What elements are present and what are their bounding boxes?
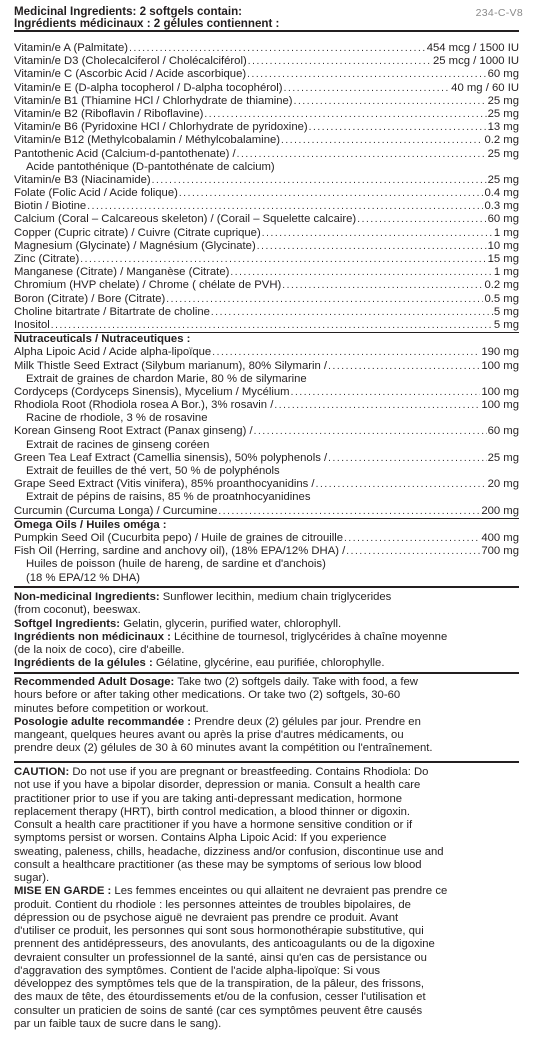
ingredient-amount: 100 mg	[481, 399, 519, 412]
ingredient-amount: 100 mg	[481, 359, 519, 372]
ingredient-row	[14, 346, 519, 359]
dot-leader	[166, 293, 483, 306]
ingredient-name: Extrait de feuilles de thé vert, 50 % de polyphénols	[26, 465, 280, 477]
non-medicinal-en-cont: (from coconut), beeswax.	[14, 604, 141, 617]
ingredient-row	[14, 306, 519, 319]
caution-fr-line: des maux de tête, des étourdissements et/ou de la confusion, cesser l'utilisation et	[14, 991, 426, 1004]
ingredient-row	[14, 134, 519, 147]
section-heading	[14, 333, 519, 346]
dosage-en-3: minutes before competition or workout.	[14, 702, 209, 715]
caution-fr-text: Les femmes enceintes ou qui allaitent ne devraient pas prendre ce	[111, 885, 448, 898]
dot-leader	[254, 425, 487, 438]
ingredient-amount: 0.5 mg	[484, 292, 519, 305]
ingredient-row	[14, 532, 519, 545]
ingredient-amount: 60 mg	[487, 213, 519, 226]
ingredient-row	[14, 240, 519, 253]
ingredient-row	[14, 68, 519, 81]
dot-leader	[357, 213, 486, 226]
dosage-en-text: Take two (2) softgels daily. Take with food, a few	[174, 676, 418, 688]
caution-en-line: sugar).	[14, 872, 50, 884]
ingredient-row	[14, 558, 519, 571]
ingredient-name: Vitamin/e B2 (Riboflavin / Riboflavine)	[14, 107, 204, 120]
caution-fr-label: MISE EN GARDE :	[14, 885, 112, 898]
caution-fr-line: par un faible taux de sucre dans le sang).	[14, 1017, 222, 1030]
caution-fr-line: d'utiliser ce produit, les personnes qui sont sous hormonothérapie substitutive, qui	[14, 925, 424, 937]
caution-fr-line: dépression ou de psychose aiguë ne devraient pas prendre ce produit. Avant	[14, 911, 399, 924]
ingredient-name: Pantothenic Acid (Calcium-d-pantothenate) /	[14, 147, 236, 160]
dot-leader	[328, 360, 480, 373]
caution-en-line: consult a healthcare practitioner (as these may be symptoms of serious low blood	[14, 858, 422, 871]
ingredient-amount: 0.4 mg	[484, 187, 519, 200]
caution-en-line: practitioner prior to use if you are taking anti-depressant medication, hormone	[14, 792, 403, 805]
ingredient-name: Vitamin/e B12 (Methylcobalamin / Méthylcobalamine)	[14, 134, 281, 147]
ingredient-name: Vitamin/e D3 (Cholecalciferol / Cholécalciférol)	[14, 55, 247, 68]
header-line-en: Medicinal Ingredients: 2 softgels contain:	[14, 5, 243, 18]
ingredient-name: Vitamin/e A (Palmitate)	[14, 42, 129, 54]
softgel-ingredients	[14, 618, 519, 631]
caution-en-line: Consult a health care practitioner if you have a hormone sensitive condition or if	[14, 819, 413, 831]
caution-en-line: sweating, paleness, chills, headache, dizziness and/or confusion, discontinue use and	[14, 845, 444, 858]
dot-leader	[179, 187, 484, 200]
ingredient-row	[14, 266, 519, 279]
dosage-en-1	[14, 676, 519, 689]
ingredient-row	[14, 491, 519, 504]
dot-leader	[346, 545, 480, 558]
ingredient-name: Racine de rhodiole, 3 % de rosavine	[26, 412, 208, 425]
ingredient-name: Vitamin/e B3 (Niacinamide)	[14, 173, 151, 186]
caution-fr-line: consulter un praticien de soins de santé (car ces symptômes peuvent être causés	[14, 1004, 423, 1017]
ingredient-amount: 100 mg	[481, 385, 519, 398]
dot-leader	[316, 478, 487, 491]
softgel-label: Softgel Ingredients:	[14, 617, 121, 630]
ingredient-amount: 40 mg / 60 IU	[451, 81, 519, 94]
ingredient-row	[14, 425, 519, 438]
ingredient-amount: 25 mcg / 1000 IU	[432, 55, 519, 68]
dosage-fr-label: Posologie adulte recommandée :	[14, 715, 192, 728]
ingredient-amount: 25 mg	[487, 107, 519, 120]
ingredient-name: Vitamin/e C (Ascorbic Acid / Acide ascorbique)	[14, 68, 247, 81]
ingredient-name: Chromium (HVP chelate) / Chrome ( chélate de PVH)	[14, 279, 282, 292]
ingredient-amount: 200 mg	[481, 504, 519, 517]
ingredient-name: Manganese (Citrate) / Manganèse (Citrate)	[14, 266, 230, 279]
ingredient-row	[14, 360, 519, 373]
caution-en-line: symptoms persist or worsen. Contains Alpha Lipoic Acid: If you experience	[14, 832, 387, 845]
ingredient-name: Inositol	[14, 318, 50, 331]
ingredient-amount: 700 mg	[481, 545, 519, 558]
ingredient-amount: 25 mg	[487, 173, 519, 186]
ingredient-amount: 60 mg	[487, 68, 519, 81]
ingredient-name: Acide pantothénique (D-pantothénate de calcium)	[26, 160, 275, 173]
medicinal-ingredients-header	[14, 6, 494, 30]
dot-leader	[152, 174, 487, 187]
section-heading	[14, 519, 519, 532]
dot-leader	[212, 346, 480, 359]
caution-fr-line: produit. Contient du rhodiole : les personnes atteintes de troubles bipolaires, de	[14, 898, 411, 911]
caution-fr-line: devraient consulter un professionnel de la santé, ainsi qu'en cas de persistance ou	[14, 951, 427, 964]
ingredient-amount: 0.3 mg	[484, 200, 519, 213]
dot-leader	[257, 240, 487, 253]
dot-leader	[230, 266, 493, 279]
ingredient-row	[14, 279, 519, 292]
dosage-section	[14, 675, 519, 763]
ingredient-name: Milk Thistle Seed Extract (Silybum marianum), 80% Silymarin /	[14, 359, 328, 372]
ingredient-row	[14, 478, 519, 491]
ingredient-amount: 5 mg	[493, 305, 519, 318]
dot-leader	[274, 399, 480, 412]
ingredient-name: Folate (Folic Acid / Acide folique)	[14, 187, 178, 200]
ingredient-amount: 0.2 mg	[484, 279, 519, 292]
caution-fr-line: développez des symptômes tels que de la transpiration, de la pâleur, des frissons,	[14, 978, 425, 990]
ingredient-row	[14, 253, 519, 266]
ingredient-name: Choline bitartrate / Bitartrate de choline	[14, 305, 210, 318]
ingredient-row	[14, 187, 519, 200]
ingredient-row	[14, 293, 519, 306]
ingredient-row	[14, 452, 519, 465]
caution-en-line: replacement therapy (HRT), birth control medication, a blood thinner or digoxin.	[14, 805, 411, 818]
ingredient-amount: 1 mg	[493, 266, 519, 279]
dot-leader	[262, 227, 493, 240]
softgel-text: Gelatin, glycerin, purified water, chlorophyll.	[120, 617, 342, 630]
ingredient-row	[14, 108, 519, 121]
ingredient-row	[14, 399, 519, 412]
ingredient-name: (18 % EPA/12 % DHA)	[26, 571, 141, 584]
non-medicinal-ingredients-section	[14, 590, 519, 674]
ingredient-name: Vitamin/e B6 (Pyridoxine HCl / Chlorhydrate de pyridoxine)	[14, 121, 308, 134]
ingredient-amount: 5 mg	[493, 318, 519, 331]
dot-leader	[237, 148, 487, 161]
dot-leader	[51, 319, 493, 332]
caution-fr-line	[14, 885, 519, 898]
ingredient-row	[14, 545, 519, 558]
ingredient-row	[14, 42, 519, 55]
ingredient-amount: 0.2 mg	[484, 134, 519, 147]
non-medicinal-fr-label: Ingrédients non médicinaux :	[14, 630, 171, 643]
dot-leader	[87, 200, 483, 213]
ingredient-row	[14, 55, 519, 68]
dosage-fr-1	[14, 716, 519, 729]
dot-leader	[218, 505, 480, 518]
dosage-fr-2: mangeant, quelques heures avant ou après la prise d'autres médicaments, ou	[14, 729, 404, 741]
dot-leader	[291, 386, 481, 399]
ingredient-amount: 60 mg	[487, 425, 519, 438]
ingredient-amount: 1 mg	[493, 226, 519, 239]
ingredient-amount: 190 mg	[481, 346, 519, 359]
dosage-fr-3: prendre deux (2) gélules de 30 à 60 minutes avant la compétition ou l'entraînement.	[14, 742, 433, 755]
ingredient-name: Zinc (Citrate)	[14, 253, 80, 265]
dot-leader	[282, 279, 483, 292]
ingredient-amount: 15 mg	[487, 253, 519, 265]
gelule-ingredients	[14, 657, 519, 670]
ingredient-name: Pumpkin Seed Oil (Cucurbita pepo) / Huile de graines de citrouille	[14, 531, 344, 544]
ingredient-name: Alpha Lipoic Acid / Acide alpha-lipoïque	[14, 346, 212, 359]
dot-leader	[281, 134, 483, 147]
gelule-label: Ingrédients de la gélules :	[14, 657, 153, 670]
caution-en-label: CAUTION:	[14, 766, 70, 778]
ingredient-name: Vitamin/e E (D-alpha tocopherol / D-alpha tocophérol)	[14, 81, 283, 94]
ingredients-panel	[14, 30, 519, 588]
gelule-text: Gélatine, glycérine, eau purifiée, chlorophylle.	[152, 657, 385, 670]
ingredient-row	[14, 386, 519, 399]
ingredient-row	[14, 82, 519, 95]
ingredient-name: Fish Oil (Herring, sardine and anchovy oil), (18% EPA/12% DHA) /	[14, 545, 346, 558]
non-medicinal-fr	[14, 631, 519, 644]
ingredient-row	[14, 465, 519, 478]
dot-leader	[204, 108, 486, 121]
dot-leader	[80, 253, 486, 266]
ingredient-name: Copper (Cupric citrate) / Cuivre (Citrate cuprique)	[14, 226, 261, 239]
ingredient-name: Vitamin/e B1 (Thiamine HCl / Chlorhydrate de thiamine)	[14, 94, 293, 107]
ingredient-name: Huiles de poisson (huile de hareng, de sardine et d'anchois)	[26, 558, 326, 571]
non-medicinal-en-text: Sunflower lecithin, medium chain triglycerides	[159, 591, 392, 603]
dot-leader	[247, 68, 486, 81]
dot-leader	[328, 452, 486, 465]
ingredient-row	[14, 412, 519, 425]
ingredient-row	[14, 373, 519, 386]
ingredient-name: Extrait de racines de ginseng coréen	[26, 438, 210, 451]
dosage-en-2: hours before or after taking other medications. Or take two (2) softgels, 30-60	[14, 689, 401, 702]
ingredient-amount: 400 mg	[481, 531, 519, 544]
ingredient-name: Rhodiola Root (Rhodiola rosea A Bor.), 3% rosavin /	[14, 399, 274, 412]
caution-section	[14, 766, 519, 1036]
dot-leader	[211, 306, 493, 319]
dot-leader	[129, 42, 426, 55]
ingredient-name: Magnesium (Glycinate) / Magnésium (Glycinate)	[14, 239, 256, 252]
dot-leader	[344, 532, 480, 545]
ingredient-name: Biotin / Biotine	[14, 200, 87, 213]
dosage-en-label: Recommended Adult Dosage:	[14, 676, 175, 688]
ingredient-row	[14, 572, 519, 585]
ingredient-row	[14, 319, 519, 333]
ingredient-row	[14, 121, 519, 134]
ingredient-name: Extrait de pépins de raisins, 85 % de proatnhocyanidines	[26, 491, 311, 504]
ingredient-amount: 13 mg	[487, 121, 519, 134]
ingredient-row	[14, 174, 519, 187]
ingredient-name: Extrait de graines de chardon Marie, 80 % de silymarine	[26, 372, 307, 385]
ingredient-amount: 25 mg	[487, 147, 519, 160]
ingredient-name: Nutraceuticals / Nutraceutiques :	[14, 333, 191, 346]
ingredient-name: Green Tea Leaf Extract (Camellia sinensis), 50% polyphenols /	[14, 451, 328, 464]
header-line-fr: Ingrédients médicinaux : 2 gélules contiennent :	[14, 17, 280, 30]
ingredient-row	[14, 227, 519, 240]
ingredient-row	[14, 161, 519, 174]
ingredient-row	[14, 148, 519, 161]
ingredient-amount: 25 mg	[487, 94, 519, 107]
caution-en-line: not use if you have a bipolar disorder, depression or mania. Consult a health care	[14, 779, 421, 792]
non-medicinal-fr-cont: (de la noix de coco), cire d'abeille.	[14, 644, 185, 656]
ingredient-row	[14, 505, 519, 519]
dot-leader	[248, 55, 432, 68]
caution-en-line	[14, 766, 519, 779]
ingredient-name: Omega Oils / Huiles oméga :	[14, 518, 167, 531]
dot-leader	[309, 121, 487, 134]
caution-fr-line: d'aggravation des symptômes. Contient de l'acide alpha-lipoïque: Si vous	[14, 964, 381, 977]
ingredient-name: Calcium (Coral – Calcareous skeleton) / (Corail – Squelette calcaire)	[14, 213, 357, 226]
ingredient-amount: 25 mg	[487, 451, 519, 464]
ingredient-row	[14, 95, 519, 108]
ingredient-amount: 20 mg	[487, 478, 519, 491]
ingredient-name: Korean Ginseng Root Extract (Panax ginseng) /	[14, 425, 253, 438]
ingredient-row	[14, 213, 519, 226]
ingredient-name: Boron (Citrate) / Bore (Citrate)	[14, 292, 166, 305]
non-medicinal-fr-text: Lécithine de tournesol, triglycérides à chaîne moyenne	[170, 630, 448, 643]
ingredient-row	[14, 439, 519, 452]
ingredient-amount: 10 mg	[487, 239, 519, 252]
ingredient-name: Grape Seed Extract (Vitis vinifera), 85% proanthocyanidins /	[14, 478, 315, 491]
dot-leader	[294, 95, 487, 108]
caution-fr-line: prennent des antidépresseurs, des anovulants, des anticoagulants ou de la digoxine	[14, 938, 435, 951]
dot-leader	[284, 82, 451, 95]
ingredient-name: Curcumin (Curcuma Longa) / Curcumine	[14, 504, 218, 517]
non-medicinal-en	[14, 591, 519, 604]
ingredient-amount: 454 mcg / 1500 IU	[426, 42, 519, 54]
non-medicinal-en-label: Non-medicinal Ingredients:	[14, 591, 160, 603]
ingredient-row	[14, 200, 519, 213]
dosage-fr-text: Prendre deux (2) gélules par jour. Prendre en	[191, 715, 421, 728]
label-code: 234-C-V8	[475, 7, 523, 19]
caution-en-text: Do not use if you are pregnant or breastfeeding. Contains Rhodiola: Do	[69, 766, 429, 778]
ingredient-name: Cordyceps (Cordyceps Sinensis), Mycelium / Mycélium	[14, 385, 290, 398]
